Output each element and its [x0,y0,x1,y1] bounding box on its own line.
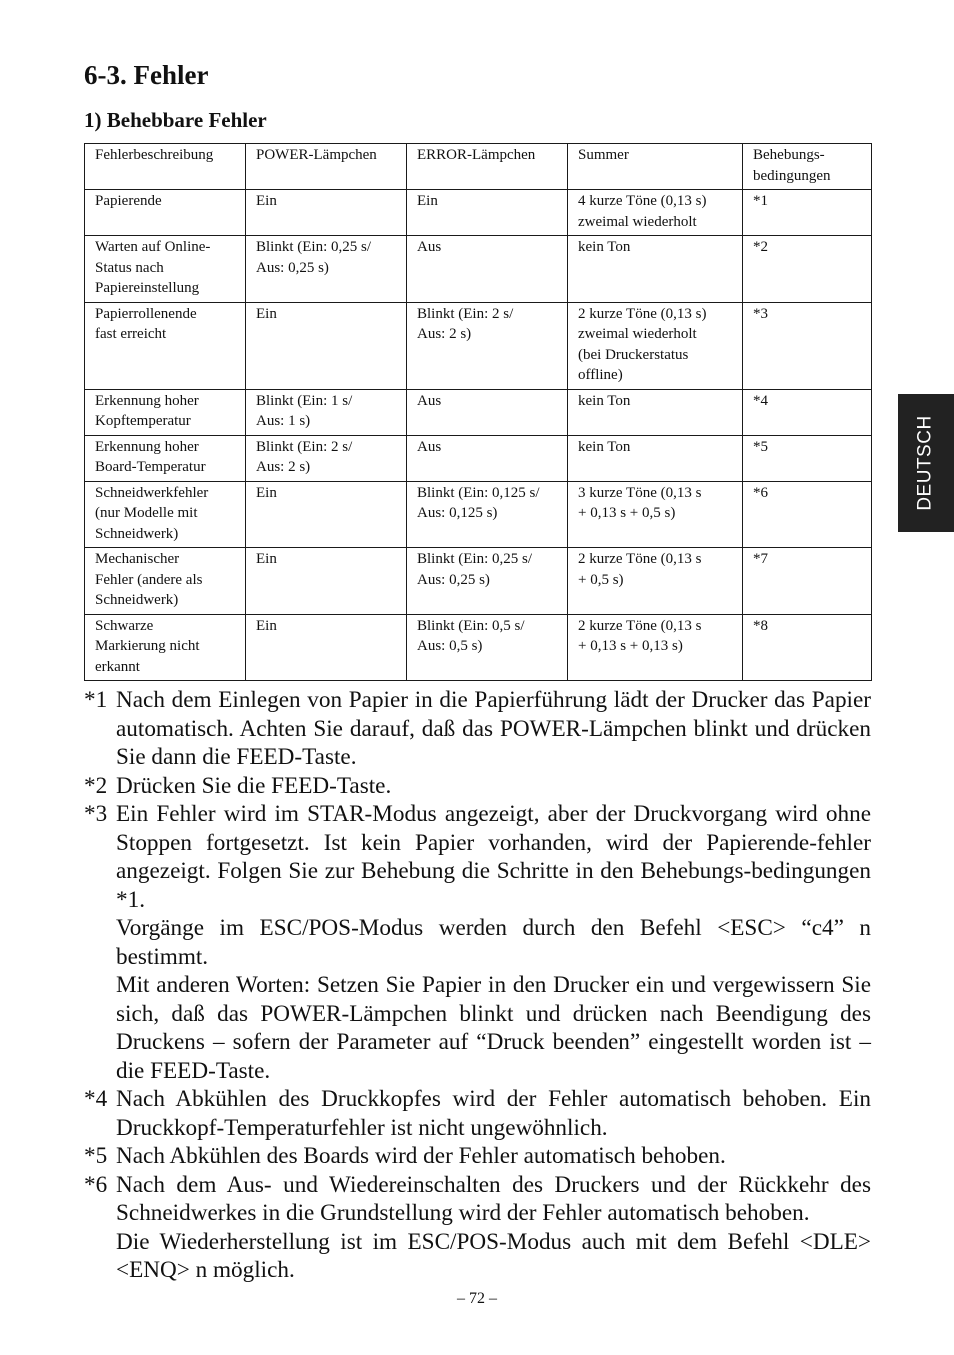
error-table [84,143,872,681]
table-header-row [85,144,872,190]
footnote [84,1085,871,1142]
column-header: Behebungs- bedingungen [743,144,872,190]
table-cell: Blinkt (Ein: 2 s/ Aus: 2 s) [407,302,568,389]
table-row [85,435,872,481]
language-tab [898,394,954,532]
footnote-ref: *1 [84,687,108,713]
column-header: Fehlerbeschreibung [85,144,246,190]
page-number: – 72 – [457,1290,497,1307]
table-cell: Ein [407,190,568,236]
table-cell: Schneidwerkfehler (nur Modelle mit Schneidwerk) [85,481,246,548]
table-cell: kein Ton [568,236,743,303]
footnote-ref: *6 [84,1171,108,1198]
section-title: 1) Behebbare Fehler [84,108,267,132]
table-cell: Ein [246,548,407,615]
table-cell: *6 [743,481,872,548]
footnotes [84,686,871,1285]
footnote [84,1171,871,1285]
table-cell: Papierende [85,190,246,236]
table-cell: *7 [743,548,872,615]
footnote-ref: *3 [84,801,108,827]
page-title: 6-3. Fehler [84,60,209,90]
footnote-text: Nach dem Aus- und Wiedereinschalten des Druckers und der Rückkehr des Schneidwerkes in die Grundstellung wird der Fehler automatisch behoben. [116,1171,871,1226]
table-row [85,481,872,548]
footnote [84,686,871,772]
footnote-ref: *2 [84,772,108,799]
table-cell: *3 [743,302,872,389]
table-cell: Aus [407,389,568,435]
footnote [84,772,871,801]
table-cell: 3 kurze Töne (0,13 s + 0,13 s + 0,5 s) [568,481,743,548]
table-cell: Blinkt (Ein: 0,25 s/ Aus: 0,25 s) [407,548,568,615]
table-cell: 2 kurze Töne (0,13 s + 0,5 s) [568,548,743,615]
table-cell: Aus [407,236,568,303]
error-table-head [85,144,872,190]
table-cell: *8 [743,614,872,681]
footnote-text: Die Wiederherstellung ist im ESC/POS-Modus auch mit dem Befehl <DLE> <ENQ> n möglich. [116,1228,871,1283]
table-row [85,389,872,435]
table-cell: Ein [246,302,407,389]
table-row [85,190,872,236]
table-cell: Papierrollenende fast erreicht [85,302,246,389]
footnote-ref: *5 [84,1143,108,1169]
footnote-text: Nach Abkühlen des Boards wird der Fehler automatisch behoben. [116,1143,726,1169]
footnote-text: Ein Fehler wird im STAR-Modus angezeigt, aber der Druckvorgang wird ohne Stoppen fortgesetzt. Ist kein Papier vorhanden, wird der Papierende-fehler angezeigt. Folgen Sie zur Behebung die Schritte in den Behebungs-bedingungen *1. [116,801,871,913]
table-cell: Ein [246,481,407,548]
column-header: POWER-Lämpchen [246,144,407,190]
column-header: Summer [568,144,743,190]
table-cell: Ein [246,190,407,236]
table-cell: Mechanischer Fehler (andere als Schneidwerk) [85,548,246,615]
table-cell: Erkennung hoher Kopftemperatur [85,389,246,435]
table-cell: Aus [407,435,568,481]
footnote-text: Nach dem Einlegen von Papier in die Papierführung lädt der Drucker das Papier automatisch. Achten Sie darauf, daß das POWER-Lämpchen blinkt und drücken Sie dann die FEED-Taste. [116,687,871,770]
table-cell: Blinkt (Ein: 1 s/ Aus: 1 s) [246,389,407,435]
table-cell: Blinkt (Ein: 0,5 s/ Aus: 0,5 s) [407,614,568,681]
table-row [85,302,872,389]
table-cell: Blinkt (Ein: 0,25 s/ Aus: 0,25 s) [246,236,407,303]
table-cell: 4 kurze Töne (0,13 s) zweimal wiederholt [568,190,743,236]
table-cell: *1 [743,190,872,236]
table-cell: *5 [743,435,872,481]
footnote-ref: *4 [84,1086,108,1112]
table-row [85,614,872,681]
footnote [84,1142,871,1171]
table-cell: Blinkt (Ein: 2 s/ Aus: 2 s) [246,435,407,481]
table-cell: 2 kurze Töne (0,13 s) zweimal wiederholt (bei Druckerstatus offline) [568,302,743,389]
table-row [85,236,872,303]
error-table-body [85,190,872,681]
footnote-text: Drücken Sie die FEED-Taste. [116,772,392,799]
footnote [84,800,871,1085]
table-cell: 2 kurze Töne (0,13 s + 0,13 s + 0,13 s) [568,614,743,681]
table-row [85,548,872,615]
table-cell: Warten auf Online- Status nach Papiereinstellung [85,236,246,303]
table-cell: Blinkt (Ein: 0,125 s/ Aus: 0,125 s) [407,481,568,548]
table-cell: Erkennung hoher Board-Temperatur [85,435,246,481]
footnote-text: Vorgänge im ESC/POS-Modus werden durch den Befehl <ESC> “c4” n bestimmt. [116,915,871,970]
table-cell: kein Ton [568,435,743,481]
table-cell: Ein [246,614,407,681]
table-cell: *2 [743,236,872,303]
column-header: ERROR-Lämpchen [407,144,568,190]
table-cell: Schwarze Markierung nicht erkannt [85,614,246,681]
footnote-text: Mit anderen Worten: Setzen Sie Papier in den Drucker ein und vergewissern Sie sich, daß das POWER-Lämpchen blinkt und drücken nach Beendigung des Druckens – sofern der Parameter auf “Druck beenden” eingestellt worden ist – die FEED-Taste. [116,972,871,1084]
language-tab-label: DEUTSCH [915,415,936,511]
table-cell: *4 [743,389,872,435]
footnote-text: Nach Abkühlen des Druckkopfes wird der Fehler automatisch behoben. Ein Druckkopf-Temperaturfehler ist nicht ungewöhnlich. [116,1086,871,1141]
table-cell: kein Ton [568,389,743,435]
